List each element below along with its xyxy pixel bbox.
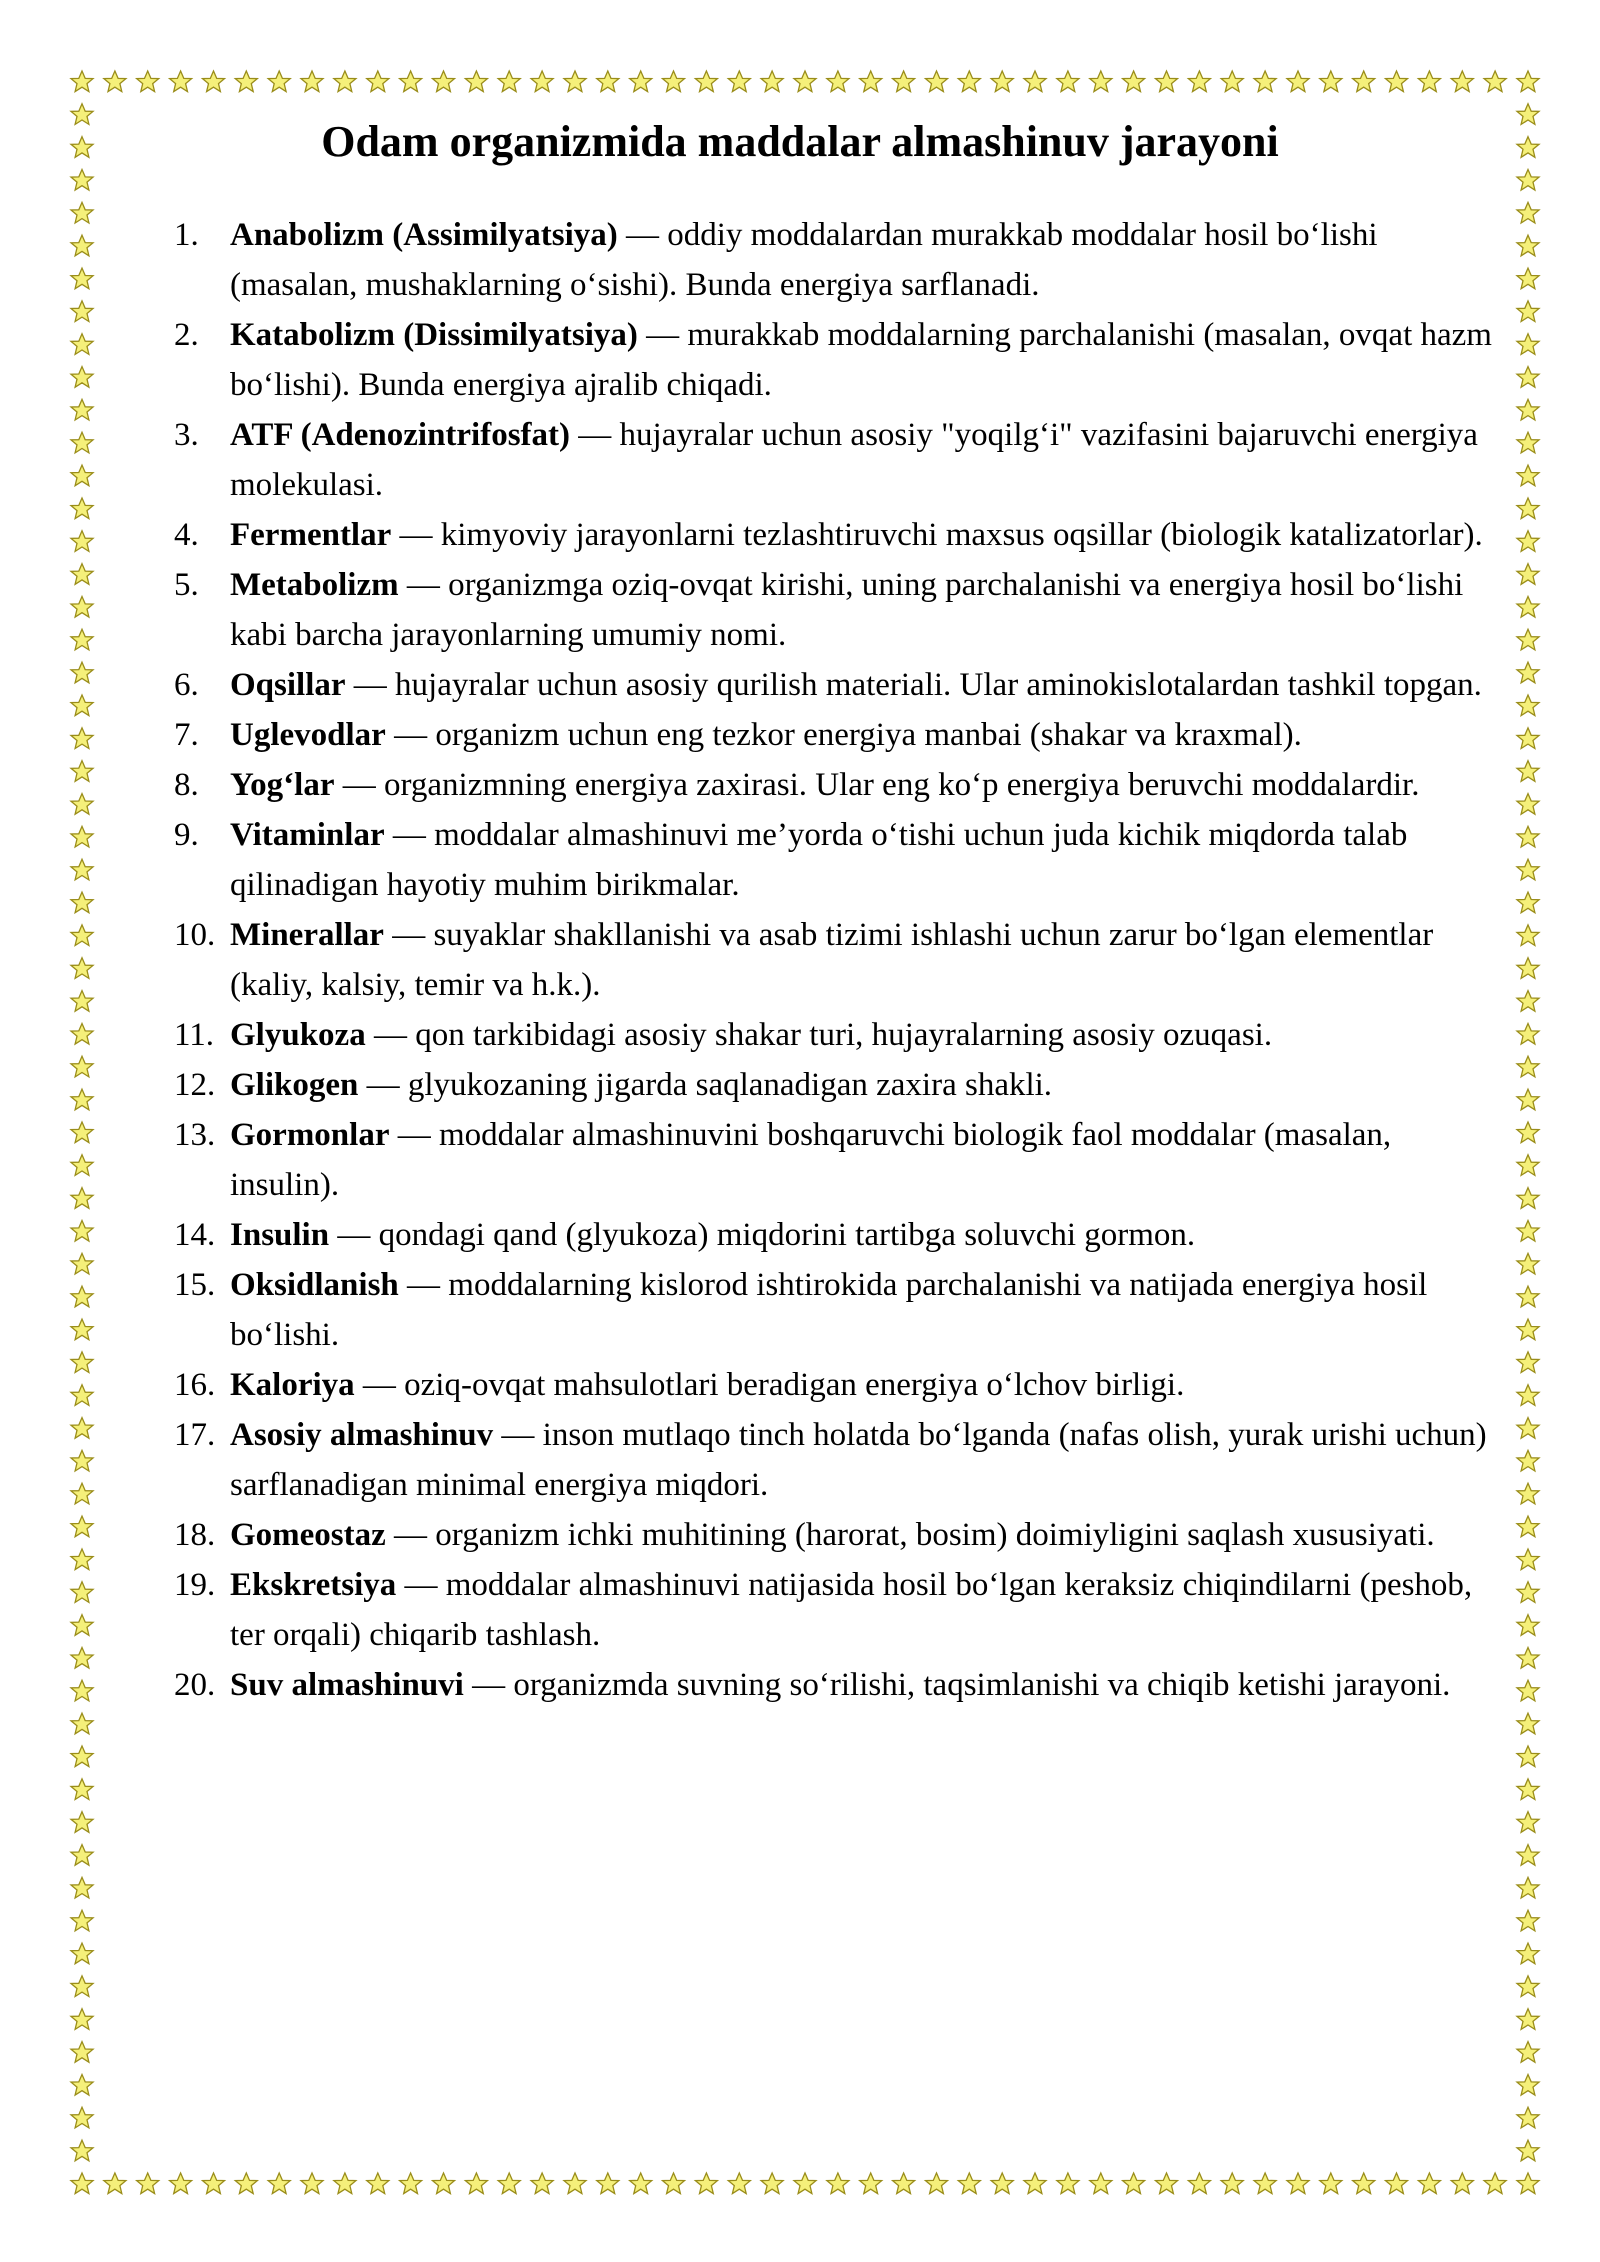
border-star-icon (1517, 826, 1539, 847)
border-star-icon (1517, 268, 1539, 289)
border-star-icon (71, 1845, 93, 1866)
list-item (174, 1510, 1504, 1560)
border-star-icon (991, 2173, 1013, 2194)
list-item (174, 760, 1504, 810)
border-star-icon (71, 925, 93, 946)
border-star-icon (71, 1385, 93, 1406)
border-star-icon (71, 826, 93, 847)
border-star-icon (367, 2173, 389, 2194)
item-term: Anabolizm (Assimilyatsiya) (230, 217, 618, 253)
border-star-icon (203, 2173, 225, 2194)
border-star-icon (1287, 2173, 1309, 2194)
border-star-icon (1517, 1450, 1539, 1471)
border-star-icon (400, 2173, 422, 2194)
border-star-icon (71, 498, 93, 519)
border-star-icon (1517, 761, 1539, 782)
border-star-icon (1517, 1943, 1539, 1964)
item-term: Ekskretsiya (230, 1567, 397, 1603)
border-star-icon (893, 2173, 915, 2194)
border-star-icon (1123, 71, 1145, 92)
border-star-icon (71, 1779, 93, 1800)
item-definition: — murakkab moddalarning parchalanishi (masalan, ovqat hazm bo‘lishi). Bunda energiya ajralib chiqadi. (230, 317, 1492, 403)
border-star-icon (1517, 597, 1539, 618)
border-star-icon (1090, 71, 1112, 92)
border-star-icon (1517, 531, 1539, 552)
item-number: 5. (174, 567, 199, 603)
border-star-icon (1517, 1024, 1539, 1045)
list-item (174, 1560, 1504, 1660)
border-star-icon (1484, 71, 1506, 92)
item-term: Insulin (230, 1217, 330, 1253)
list-item (174, 1010, 1504, 1060)
border-star-icon (71, 1089, 93, 1110)
item-number: 3. (174, 417, 199, 453)
item-term: Asosiy almashinuv (230, 1417, 494, 1453)
list-item (174, 1060, 1504, 1110)
border-star-icon (71, 794, 93, 815)
item-definition: — hujayralar uchun asosiy qurilish materiali. Ular aminokislotalardan tashkil topgan. (345, 667, 1482, 703)
border-star-icon (71, 1549, 93, 1570)
item-definition: — hujayralar uchun asosiy "yoqilg‘i" vazifasini bajaruvchi energiya molekulasi. (230, 417, 1478, 503)
border-star-icon (531, 71, 553, 92)
item-definition: — kimyoviy jarayonlarni tezlashtiruvchi maxsus oqsillar (biologik katalizatorlar). (391, 517, 1483, 553)
border-star-icon (71, 1746, 93, 1767)
border-star-icon (71, 597, 93, 618)
item-definition: — oddiy moddalardan murakkab moddalar hosil bo‘lishi (masalan, mushaklarning o‘sishi). Bunda energiya sarflanadi. (230, 217, 1378, 303)
item-number: 20. (174, 1667, 216, 1703)
border-star-icon (71, 1155, 93, 1176)
item-term: Glyukoza (230, 1017, 366, 1053)
border-star-icon (827, 2173, 849, 2194)
border-star-icon (71, 728, 93, 749)
border-star-icon (1517, 1122, 1539, 1143)
item-term: Metabolizm (230, 567, 399, 603)
item-term: Uglevodlar (230, 717, 386, 753)
border-star-icon (71, 531, 93, 552)
border-star-icon (1057, 2173, 1079, 2194)
list-item (174, 1360, 1504, 1410)
border-star-icon (1517, 465, 1539, 486)
border-star-icon (71, 1648, 93, 1669)
border-star-icon (1254, 2173, 1276, 2194)
list-item (174, 810, 1504, 910)
border-star-icon (1386, 2173, 1408, 2194)
border-star-icon (71, 2009, 93, 2030)
border-star-icon (1517, 71, 1539, 92)
border-star-icon (1418, 71, 1440, 92)
border-star-icon (1517, 170, 1539, 191)
border-star-icon (1517, 1221, 1539, 1242)
border-star-icon (1517, 1845, 1539, 1866)
border-star-icon (630, 2173, 652, 2194)
border-star-icon (301, 71, 323, 92)
border-star-icon (71, 2140, 93, 2161)
list-item (174, 910, 1504, 1010)
border-star-icon (1517, 728, 1539, 749)
border-star-icon (301, 2173, 323, 2194)
border-star-icon (71, 859, 93, 880)
border-star-icon (71, 2042, 93, 2063)
border-star-icon (1517, 1253, 1539, 1274)
border-star-icon (1517, 1976, 1539, 1997)
border-star-icon (958, 71, 980, 92)
border-star-icon (137, 2173, 159, 2194)
border-star-icon (465, 71, 487, 92)
list-item (174, 310, 1504, 410)
border-star-icon (1517, 1385, 1539, 1406)
border-star-icon (1090, 2173, 1112, 2194)
border-star-icon (137, 71, 159, 92)
list-item (174, 660, 1504, 710)
border-star-icon (1517, 367, 1539, 388)
border-star-icon (1156, 2173, 1178, 2194)
item-definition: — glyukozaning jigarda saqlanadigan zaxira shakli. (358, 1067, 1053, 1103)
border-star-icon (498, 2173, 520, 2194)
border-star-icon (1517, 301, 1539, 322)
border-star-icon (1123, 2173, 1145, 2194)
border-star-icon (71, 334, 93, 355)
item-definition: — inson mutlaqo tinch holatda bo‘lganda (nafas olish, yurak urishi uchun) sarflanadigan minimal energiya miqdori. (230, 1417, 1487, 1503)
border-star-icon (695, 71, 717, 92)
border-star-icon (695, 2173, 717, 2194)
border-star-icon (334, 2173, 356, 2194)
border-star-icon (1517, 1615, 1539, 1636)
border-star-icon (1451, 2173, 1473, 2194)
border-star-icon (71, 1516, 93, 1537)
border-star-icon (1353, 71, 1375, 92)
item-term: Vitaminlar (230, 817, 385, 853)
border-star-icon (71, 564, 93, 585)
border-star-icon (71, 662, 93, 683)
item-term: Suv almashinuvi (230, 1667, 464, 1703)
item-number: 11. (174, 1017, 215, 1053)
border-star-icon (1517, 1648, 1539, 1669)
border-star-icon (1517, 1779, 1539, 1800)
border-star-icon (926, 71, 948, 92)
border-star-icon (761, 71, 783, 92)
border-star-icon (663, 71, 685, 92)
border-star-icon (1517, 1582, 1539, 1603)
border-star-icon (367, 71, 389, 92)
item-definition: — oziq-ovqat mahsulotlari beradigan energiya o‘lchov birligi. (354, 1367, 1185, 1403)
border-star-icon (531, 2173, 553, 2194)
item-number: 18. (174, 1517, 216, 1553)
border-star-icon (1517, 1188, 1539, 1209)
border-star-icon (268, 71, 290, 92)
item-term: Minerallar (230, 917, 384, 953)
border-star-icon (1024, 2173, 1046, 2194)
border-star-icon (1156, 71, 1178, 92)
border-star-icon (400, 71, 422, 92)
item-term: Glikogen (230, 1067, 359, 1103)
border-star-icon (1517, 2107, 1539, 2128)
border-star-icon (1517, 2140, 1539, 2161)
item-definition: — moddalar almashinuvi me’yorda o‘tishi uchun juda kichik miqdorda talab qilinadigan hayotiy muhim birikmalar. (230, 817, 1408, 903)
item-definition: — moddalarning kislorod ishtirokida parchalanishi va natijada energiya hosil bo‘lishi. (230, 1267, 1428, 1353)
border-star-icon (1517, 1877, 1539, 1898)
border-star-icon (1517, 859, 1539, 880)
border-star-icon (433, 71, 455, 92)
list-item (174, 1210, 1504, 1260)
item-term: Oqsillar (230, 667, 346, 703)
border-star-icon (1517, 958, 1539, 979)
item-term: Fermentlar (230, 517, 392, 553)
border-star-icon (564, 2173, 586, 2194)
border-star-icon (71, 465, 93, 486)
border-star-icon (1517, 2173, 1539, 2194)
border-star-icon (1517, 1155, 1539, 1176)
list-item (174, 710, 1504, 760)
item-number: 2. (174, 317, 199, 353)
list-item (174, 560, 1504, 660)
border-star-icon (1517, 1418, 1539, 1439)
border-star-icon (71, 432, 93, 453)
border-star-icon (71, 301, 93, 322)
border-star-icon (1517, 991, 1539, 1012)
border-star-icon (1517, 695, 1539, 716)
border-star-icon (728, 71, 750, 92)
list-item (174, 1260, 1504, 1360)
border-star-icon (71, 1056, 93, 1077)
border-star-icon (893, 71, 915, 92)
item-term: Katabolizm (Dissimilyatsiya) (230, 317, 638, 353)
border-star-icon (1057, 71, 1079, 92)
item-number: 16. (174, 1367, 216, 1403)
border-star-icon (1221, 71, 1243, 92)
list-item (174, 410, 1504, 510)
border-star-icon (1517, 1352, 1539, 1373)
border-star-icon (1517, 1483, 1539, 1504)
border-star-icon (860, 71, 882, 92)
border-star-icon (71, 202, 93, 223)
item-number: 4. (174, 517, 199, 553)
border-star-icon (71, 1319, 93, 1340)
list-item (174, 1410, 1504, 1510)
border-star-icon (1517, 1056, 1539, 1077)
border-star-icon (794, 2173, 816, 2194)
border-star-icon (71, 1877, 93, 1898)
border-star-icon (71, 1582, 93, 1603)
border-star-icon (71, 1122, 93, 1143)
item-definition: — organizm ichki muhitining (harorat, bosim) doimiyligini saqlash xususiyati. (385, 1517, 1435, 1553)
item-term: Oksidlanish (230, 1267, 399, 1303)
item-number: 12. (174, 1067, 216, 1103)
item-number: 10. (174, 917, 216, 953)
item-definition: — organizmda suvning so‘rilishi, taqsimlanishi va chiqib ketishi jarayoni. (463, 1667, 1451, 1703)
border-star-icon (1517, 2009, 1539, 2030)
term-list (174, 210, 1504, 1710)
border-star-icon (1517, 202, 1539, 223)
border-star-icon (71, 1713, 93, 1734)
border-star-icon (597, 2173, 619, 2194)
item-number: 8. (174, 767, 199, 803)
border-star-icon (71, 761, 93, 782)
item-number: 7. (174, 717, 199, 753)
border-star-icon (1221, 2173, 1243, 2194)
border-star-icon (71, 1976, 93, 1997)
list-item (174, 1660, 1504, 1710)
border-star-icon (170, 2173, 192, 2194)
border-star-icon (235, 71, 257, 92)
border-star-icon (1386, 71, 1408, 92)
border-star-icon (1517, 1549, 1539, 1570)
border-star-icon (630, 71, 652, 92)
item-term: Gormonlar (230, 1117, 390, 1153)
border-star-icon (268, 2173, 290, 2194)
border-star-icon (1517, 1812, 1539, 1833)
border-star-icon (334, 71, 356, 92)
border-star-icon (1517, 564, 1539, 585)
border-star-icon (71, 367, 93, 388)
border-star-icon (1188, 71, 1210, 92)
item-definition: — qon tarkibidagi asosiy shakar turi, hujayralarning asosiy ozuqasi. (365, 1017, 1273, 1053)
border-star-icon (71, 958, 93, 979)
border-star-icon (433, 2173, 455, 2194)
border-star-icon (1517, 1680, 1539, 1701)
border-star-icon (1320, 71, 1342, 92)
border-star-icon (104, 2173, 126, 2194)
border-star-icon (203, 71, 225, 92)
border-star-icon (71, 1352, 93, 1373)
item-definition: — organizmning energiya zaxirasi. Ular eng ko‘p energiya beruvchi moddalardir. (334, 767, 1420, 803)
border-star-icon (71, 1483, 93, 1504)
item-term: Kaloriya (230, 1367, 355, 1403)
border-star-icon (71, 1812, 93, 1833)
border-star-icon (1517, 1910, 1539, 1931)
border-star-icon (71, 1910, 93, 1931)
border-star-icon (1517, 1319, 1539, 1340)
border-star-icon (564, 71, 586, 92)
border-star-icon (1517, 334, 1539, 355)
border-star-icon (1517, 925, 1539, 946)
border-star-icon (498, 71, 520, 92)
border-star-icon (1517, 1746, 1539, 1767)
border-star-icon (991, 71, 1013, 92)
item-term: Gomeostaz (230, 1517, 386, 1553)
border-star-icon (1517, 662, 1539, 683)
border-star-icon (71, 268, 93, 289)
border-star-icon (71, 235, 93, 256)
border-star-icon (1517, 498, 1539, 519)
border-star-icon (1451, 71, 1473, 92)
item-definition: — moddalar almashinuvini boshqaruvchi biologik faol moddalar (masalan, insulin). (230, 1117, 1392, 1203)
border-star-icon (71, 892, 93, 913)
list-item (174, 210, 1504, 310)
border-star-icon (71, 1943, 93, 1964)
border-star-icon (170, 71, 192, 92)
border-star-icon (235, 2173, 257, 2194)
border-star-icon (71, 991, 93, 1012)
border-star-icon (926, 2173, 948, 2194)
border-star-icon (71, 71, 93, 92)
border-star-icon (71, 1286, 93, 1307)
border-star-icon (71, 695, 93, 716)
item-number: 14. (174, 1217, 216, 1253)
border-star-icon (71, 2075, 93, 2096)
item-number: 9. (174, 817, 199, 853)
item-number: 13. (174, 1117, 216, 1153)
border-star-icon (1517, 432, 1539, 453)
border-star-icon (1418, 2173, 1440, 2194)
border-star-icon (1254, 71, 1276, 92)
item-number: 17. (174, 1417, 216, 1453)
border-star-icon (1517, 892, 1539, 913)
list-item (174, 1110, 1504, 1210)
border-star-icon (761, 2173, 783, 2194)
border-star-icon (827, 71, 849, 92)
border-star-icon (71, 2173, 93, 2194)
item-number: 15. (174, 1267, 216, 1303)
border-star-icon (71, 1221, 93, 1242)
border-star-icon (1188, 2173, 1210, 2194)
border-star-icon (71, 1024, 93, 1045)
border-star-icon (728, 2173, 750, 2194)
border-star-icon (1353, 2173, 1375, 2194)
border-star-icon (71, 1253, 93, 1274)
border-star-icon (1320, 2173, 1342, 2194)
item-term: ATF (Adenozintrifosfat) (230, 417, 571, 453)
border-star-icon (71, 1450, 93, 1471)
border-star-icon (597, 71, 619, 92)
border-star-icon (1484, 2173, 1506, 2194)
border-star-icon (860, 2173, 882, 2194)
border-star-icon (465, 2173, 487, 2194)
border-star-icon (1517, 2075, 1539, 2096)
border-star-icon (1517, 1089, 1539, 1110)
border-star-icon (1517, 399, 1539, 420)
border-star-icon (1517, 1516, 1539, 1537)
border-star-icon (71, 170, 93, 191)
item-term: Yog‘lar (230, 767, 335, 803)
page-title: Odam organizmida maddalar almashinuv jarayoni (321, 117, 1279, 166)
item-definition: — qondagi qand (glyukoza) miqdorini tartibga soluvchi gormon. (329, 1217, 1196, 1253)
item-definition: — moddalar almashinuvi natijasida hosil bo‘lgan keraksiz chiqindilarni (peshob, ter orqali) chiqarib tashlash. (230, 1567, 1473, 1653)
border-star-icon (1517, 1286, 1539, 1307)
border-star-icon (1517, 629, 1539, 650)
border-star-icon (794, 71, 816, 92)
border-star-icon (71, 1418, 93, 1439)
item-number: 1. (174, 217, 199, 253)
border-star-icon (71, 1680, 93, 1701)
border-star-icon (1517, 235, 1539, 256)
border-star-icon (1517, 2042, 1539, 2063)
border-star-icon (1517, 794, 1539, 815)
list-item (174, 510, 1504, 560)
border-star-icon (71, 399, 93, 420)
border-star-icon (71, 2107, 93, 2128)
item-number: 6. (174, 667, 199, 703)
border-star-icon (958, 2173, 980, 2194)
border-star-icon (104, 71, 126, 92)
border-star-icon (1287, 71, 1309, 92)
border-star-icon (71, 1615, 93, 1636)
border-star-icon (1024, 71, 1046, 92)
border-star-icon (1517, 1713, 1539, 1734)
item-definition: — organizmga oziq-ovqat kirishi, uning parchalanishi va energiya hosil bo‘lishi kabi barcha jarayonlarning umumiy nomi. (230, 567, 1464, 653)
item-definition: — organizm uchun eng tezkor energiya manbai (shakar va kraxmal). (385, 717, 1302, 753)
border-star-icon (71, 1188, 93, 1209)
item-definition: — suyaklar shakllanishi va asab tizimi ishlashi uchun zarur bo‘lgan elementlar (kaliy, kalsiy, temir va h.k.). (230, 917, 1434, 1003)
border-star-icon (71, 629, 93, 650)
border-star-icon (663, 2173, 685, 2194)
item-number: 19. (174, 1567, 216, 1603)
